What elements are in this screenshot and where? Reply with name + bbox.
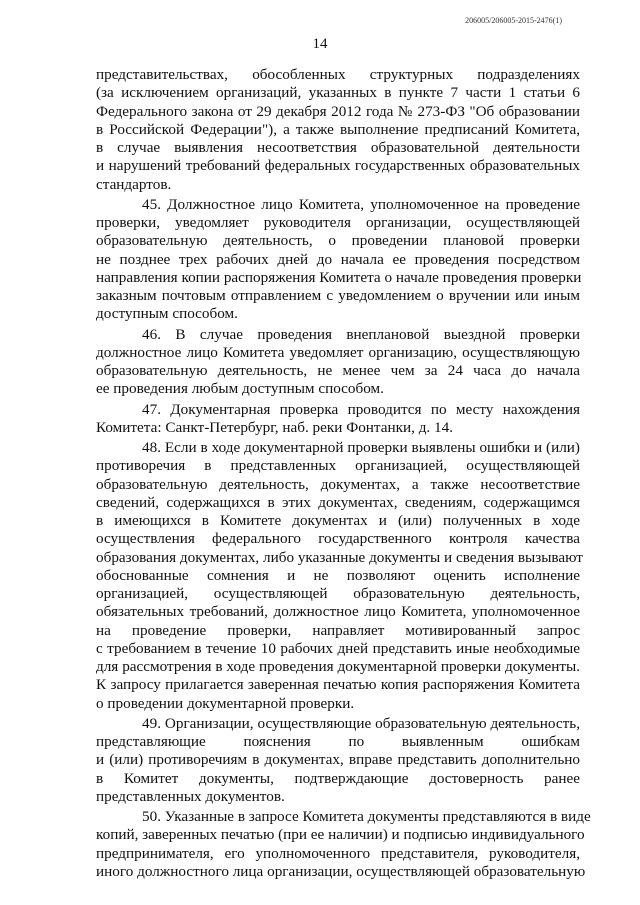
text-line: с требованием в течение 10 рабочих дней представить иные необходимые: [96, 639, 580, 657]
text-line: предпринимателя, его уполномоченного представителя, руководителя,: [96, 844, 580, 862]
text-line: образовательную деятельность, документах, а также несоответствие: [96, 475, 580, 493]
text-line: ее проведения любым доступным способом.: [96, 380, 384, 398]
text-line: организацией, осуществляющей образовательную деятельность,: [96, 585, 580, 602]
paragraph: [96, 715, 580, 806]
text-line: Комитета: Санкт-Петербург, наб. реки Фонтанки, д. 14.: [96, 418, 454, 436]
text-line: осуществления федерального государственного контроля качества: [96, 530, 580, 548]
text-line: Федерального закона от 29 декабря 2012 года № 273-ФЗ "Об образовании: [96, 102, 580, 120]
text-line: обязательных требований, должностное лицо Комитета, уполномоченное: [96, 603, 580, 621]
text-line: направления копии распоряжения Комитета о начале проведения проверки: [96, 268, 582, 286]
text-line: 50. Указанные в запросе Комитета документы представляются в виде: [142, 808, 591, 825]
text-line: представительствах, обособленных структурных подразделениях: [96, 66, 580, 83]
text-line: копий, заверенных печатью (при ее наличии) и подписью индивидуального: [96, 826, 585, 844]
text-line: и нарушений требований федеральных государственных образовательных: [96, 157, 580, 175]
text-line: 45. Должностное лицо Комитета, уполномоченное на проведение: [142, 195, 580, 213]
text-line: представляющие пояснения по выявленным ошибкам: [96, 733, 580, 750]
text-line: о проведении документарной проверки.: [96, 694, 355, 712]
text-line: в имеющихся в Комитете документах и (или) полученных в ходе: [96, 512, 580, 529]
text-line: должностное лицо Комитета уведомляет организацию, осуществляющую: [96, 343, 580, 361]
paragraph: [96, 326, 580, 399]
paragraph: [96, 808, 591, 881]
text-line: иного должностного лица организации, осуществляющей образовательную: [96, 862, 586, 880]
text-line: на проведение проверки, направляет мотивированный запрос: [96, 621, 580, 639]
text-line: сведений, содержащихся в этих документах, сведениям, содержащимся: [96, 493, 580, 511]
text-line: доступным способом.: [96, 305, 238, 323]
text-line: проверки, уведомляет руководителя организации, осуществляющей: [96, 214, 580, 231]
text-line: стандартов.: [96, 175, 172, 193]
text-line: образовательную деятельность, о проведении плановой проверки: [96, 232, 580, 250]
text-line: и (или) противоречиям в документах, вправе представить дополнительно: [96, 751, 580, 769]
text-line: образовательную деятельность, не менее чем за 24 часа до начала: [96, 362, 580, 379]
text-line: образования документах, либо указанные документы и сведения вызывают: [96, 548, 583, 566]
text-line: заказным почтовым отправлением с уведомлением о вручении или иным: [96, 287, 580, 304]
document-id: 206005/206005-2015-2476(1): [465, 16, 562, 25]
paragraph: [96, 439, 583, 713]
text-line: противоречия в представленных организацией, осуществляющей: [96, 457, 580, 475]
text-line: для рассмотрения в ходе проведения документарной проверки документы.: [96, 658, 580, 675]
text-line: 46. В случае проведения внеплановой выездной проверки: [142, 325, 580, 343]
text-line: 48. Если в ходе документарной проверки выявлены ошибки и (или): [142, 439, 580, 456]
document-body: [96, 66, 591, 881]
text-line: в Комитет документы, подтверждающие достоверность ранее: [96, 769, 580, 787]
text-line: в Российской Федерации"), а также выполнение предписаний Комитета,: [96, 120, 580, 138]
text-line: 49. Организации, осуществляющие образовательную деятельность,: [142, 714, 580, 732]
text-line: в случае выявления несоответствия образовательной деятельности: [96, 139, 580, 156]
text-line: (за исключением организаций, указанных в пункте 7 части 1 статьи 6: [96, 84, 580, 102]
text-line: К запросу прилагается заверенная печатью копия распоряжения Комитета: [96, 676, 580, 694]
text-line: 47. Документарная проверка проводится по месту нахождения: [142, 400, 580, 418]
text-line: не позднее трех рабочих дней до начала ее проведения посредством: [96, 250, 580, 268]
paragraph: [96, 66, 580, 194]
page-number: 14: [312, 36, 328, 52]
paragraph: [96, 401, 580, 438]
text-line: представленных документов.: [96, 787, 285, 805]
paragraph: [96, 196, 580, 324]
text-line: обоснованные сомнения и не позволяют оценить исполнение: [96, 566, 580, 584]
